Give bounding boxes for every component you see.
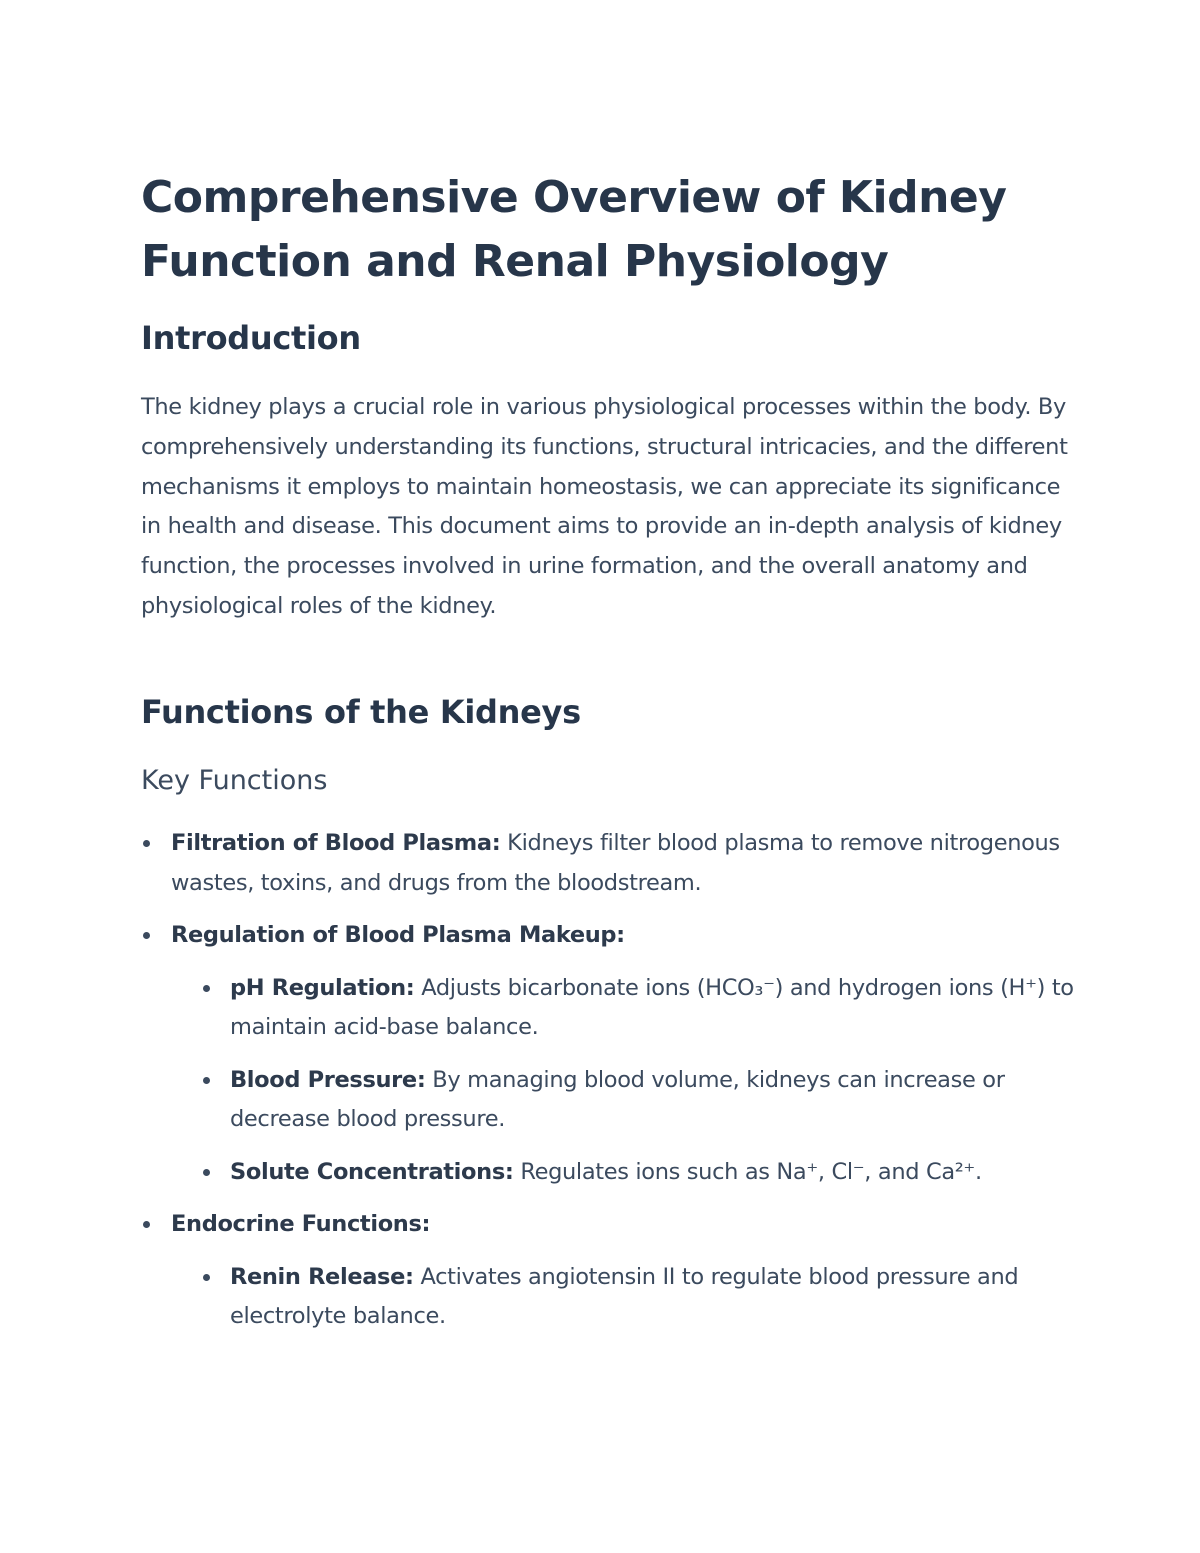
sublist-item-ph: [171, 969, 1076, 1048]
bullet-icon: [203, 1169, 210, 1176]
document-title: Comprehensive Overview of Kidney Function and Renal Physiology: [141, 172, 1007, 287]
sublist-item-blood-pressure: [171, 1061, 1076, 1140]
bullet-icon: [203, 1077, 210, 1084]
list-item-regulation: [141, 916, 1076, 1192]
list-item-text: Kidneys filter blood plasma to remove nitrogenous wastes, toxins, and drugs from the bloodstream.: [171, 830, 1060, 896]
sublist-item-term: Solute Concentrations:: [230, 1158, 514, 1185]
list-item-term: Regulation of Blood Plasma Makeup:: [171, 922, 625, 948]
sublist-item-term: pH Regulation:: [230, 974, 415, 1001]
sublist-item-text: Adjusts bicarbonate ions (HCO₃⁻) and hydrogen ions (H⁺) to maintain acid-base balance.: [230, 974, 1074, 1040]
sublist-item-renin: [171, 1258, 1076, 1337]
list-item-endocrine: [141, 1205, 1076, 1337]
bullet-icon: [143, 1221, 150, 1228]
sublist-item-term: Renin Release:: [230, 1263, 414, 1290]
sublist-item-term: Blood Pressure:: [230, 1066, 426, 1093]
introduction-heading: Introduction: [141, 319, 361, 357]
list-item-term: Endocrine Functions:: [171, 1211, 431, 1237]
sublist-item-text: By managing blood volume, kidneys can increase or decrease blood pressure.: [230, 1066, 1005, 1132]
key-functions-list: [141, 824, 1076, 1350]
functions-heading: Functions of the Kidneys: [141, 693, 581, 731]
sublist-item-text: Regulates ions such as Na⁺, Cl⁻, and Ca²⁺.: [513, 1158, 982, 1185]
sublist-item-text: Activates angiotensin II to regulate blood pressure and electrolyte balance.: [230, 1263, 1019, 1329]
introduction-paragraph: The kidney plays a crucial role in various physiological processes within the body. By comprehensively understanding its functions, structural intricacies, and the different mechanisms it employs to maintain homeostasis, we can appreciate its significance in health and disease. This document aims to provide an in-depth analysis of kidney function, the processes involved in urine formation, and the overall anatomy and physiological roles of the kidney.: [141, 394, 1068, 619]
bullet-icon: [203, 1274, 210, 1281]
endocrine-sublist: [171, 1258, 1076, 1337]
list-item-filtration: [141, 824, 1076, 903]
key-functions-subheading: Key Functions: [141, 765, 328, 796]
bullet-icon: [143, 840, 150, 847]
list-item-term: Filtration of Blood Plasma:: [171, 830, 501, 856]
bullet-icon: [203, 985, 210, 992]
sublist-item-solutes: [171, 1153, 1076, 1193]
regulation-sublist: [171, 969, 1076, 1193]
bullet-icon: [143, 932, 150, 939]
